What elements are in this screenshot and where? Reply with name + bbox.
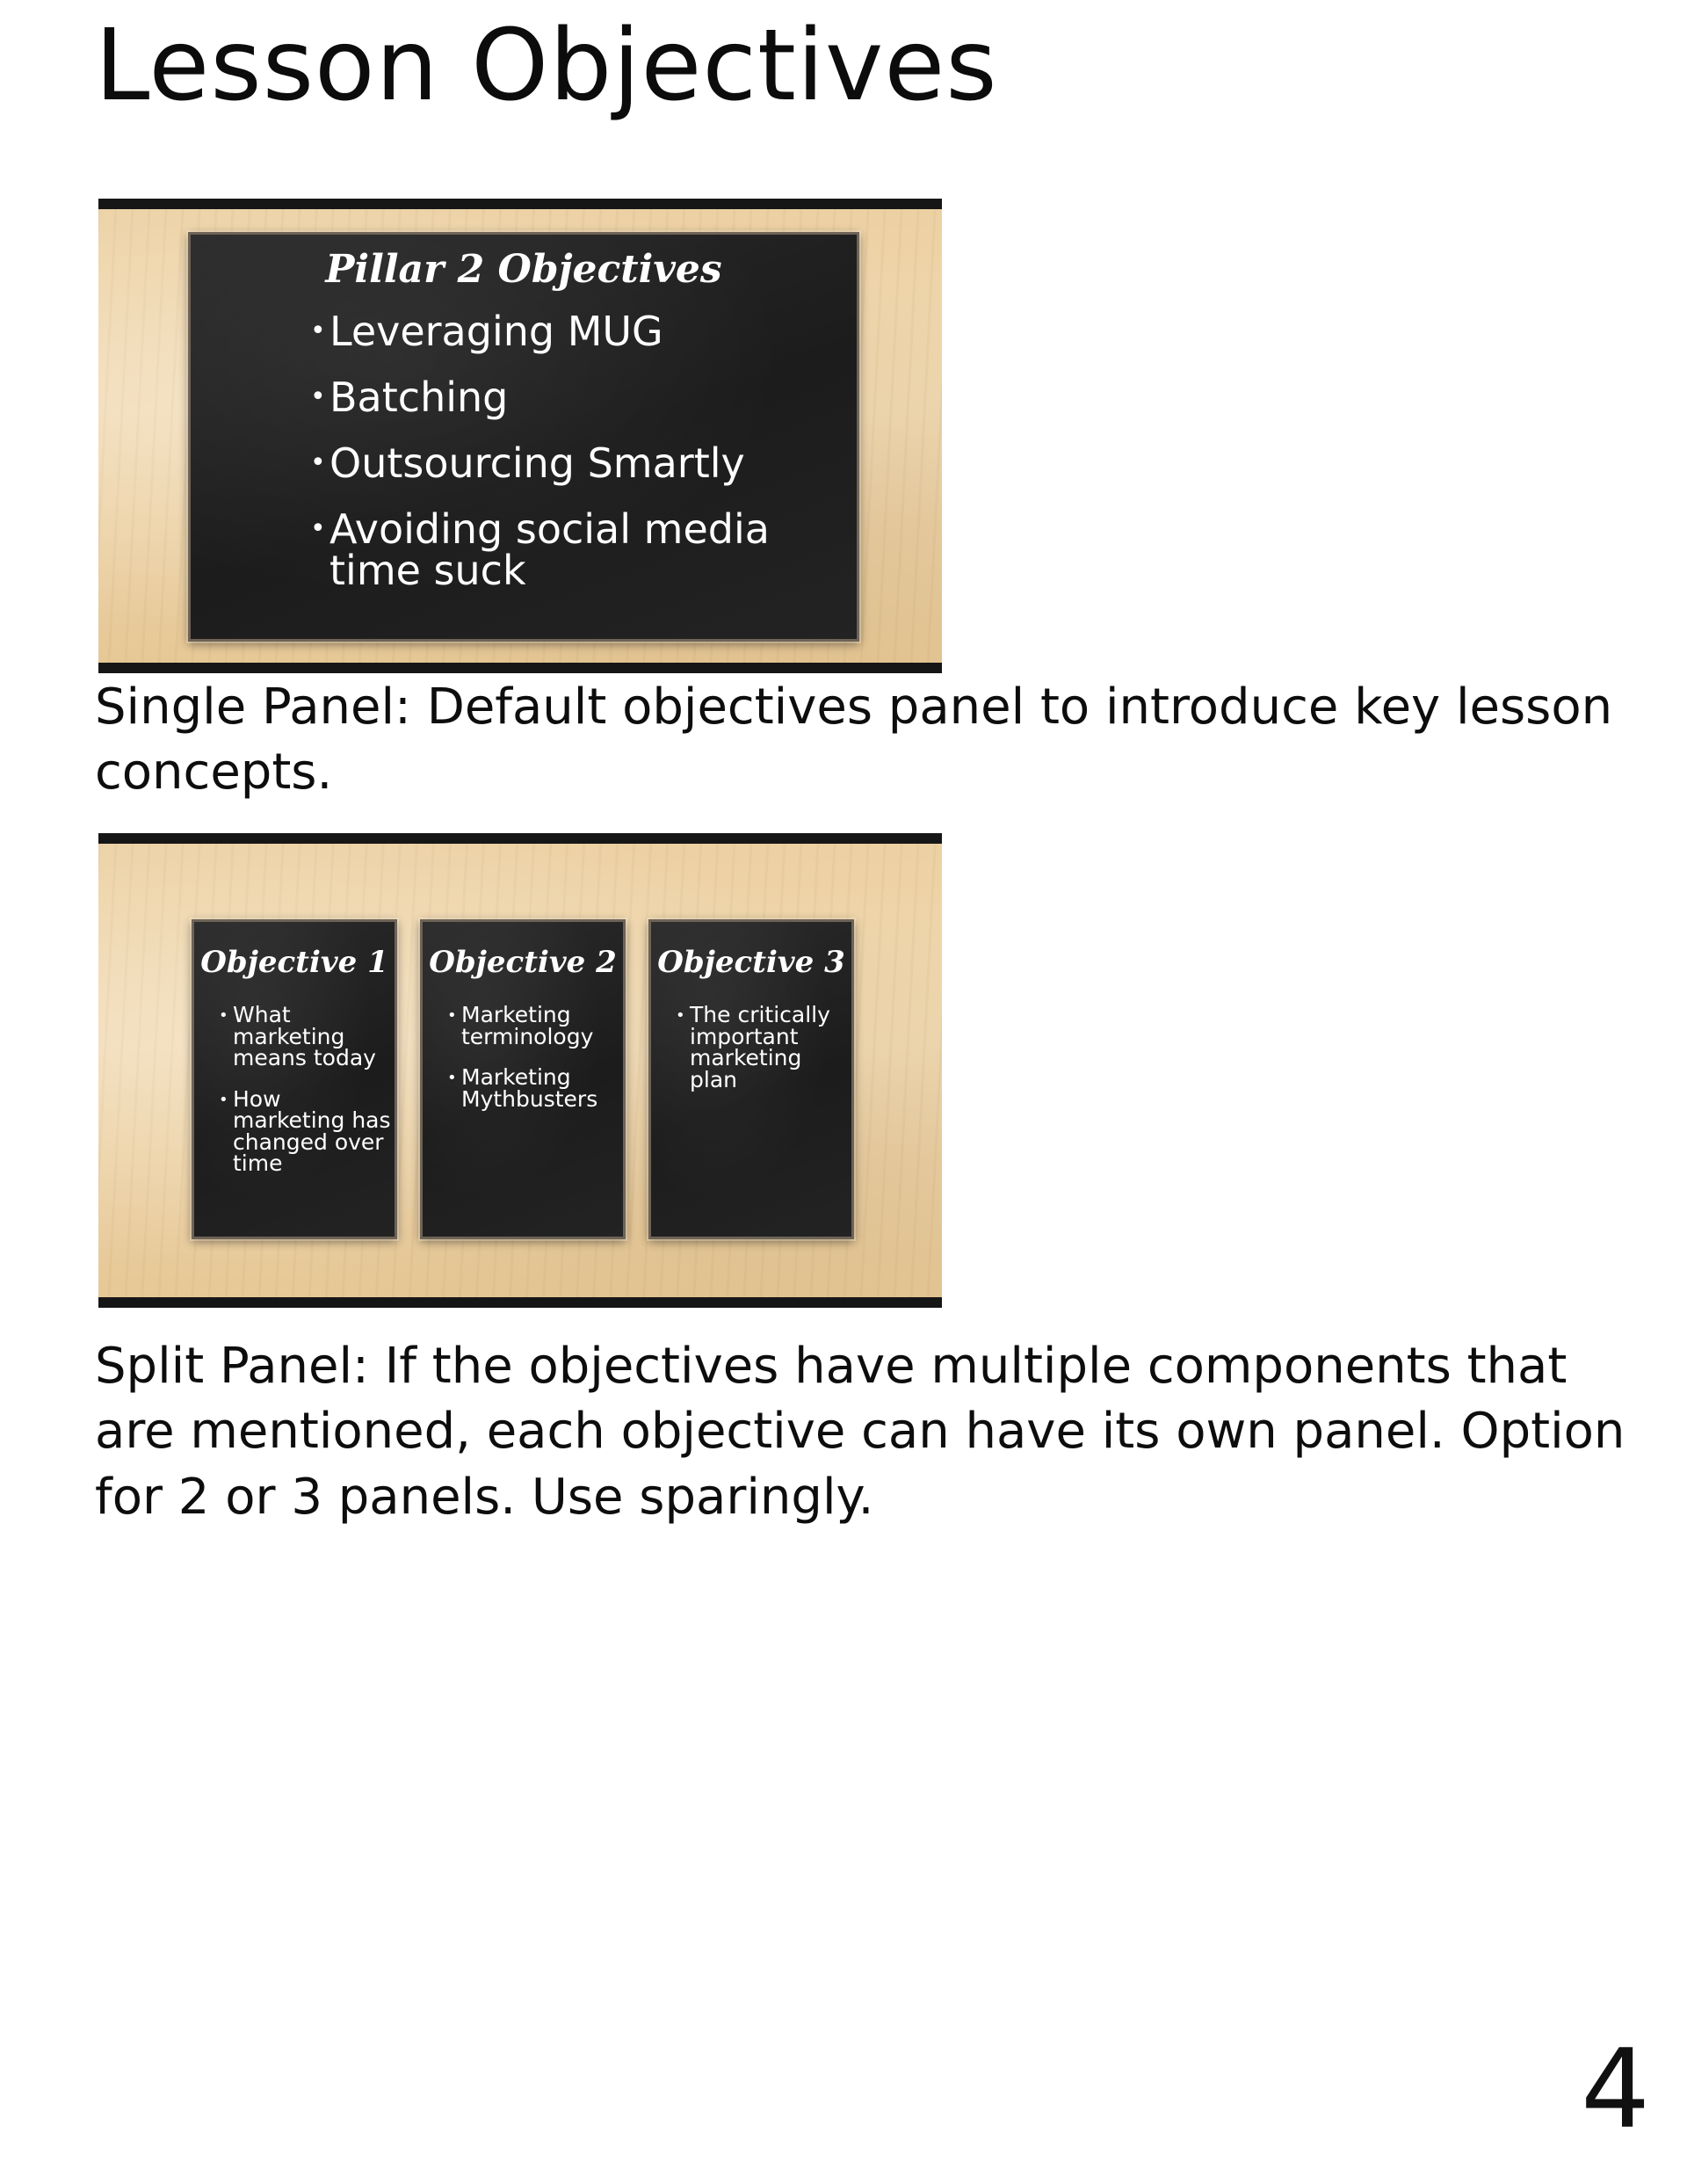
objectives-list <box>219 1002 395 1176</box>
objectives-list <box>447 1002 623 1112</box>
single-panel-caption: Single Panel: Default objectives panel to introduce key lesson concepts. <box>95 678 1613 802</box>
list-item: • What marketing means today <box>219 1005 395 1070</box>
panel-heading: Objective 2 <box>429 945 617 980</box>
chalkboard-panel-objective-1 <box>192 919 397 1239</box>
chalkboard-panel-objective-3 <box>648 919 854 1239</box>
single-panel-slide <box>98 199 942 673</box>
list-item: • Leveraging MUG <box>310 311 795 352</box>
panel-heading: Objective 3 <box>657 945 845 980</box>
list-item: • How marketing has changed over time <box>219 1089 395 1175</box>
chalkboard-panel <box>188 232 859 642</box>
list-item: • Batching <box>310 377 795 418</box>
page-title: Lesson Objectives <box>95 9 998 123</box>
objectives-list <box>310 308 857 594</box>
split-panel-caption: Split Panel: If the objectives have multiple components that are mentioned, each objective can have its own panel. Option for 2 or 3 panels. Use sparingly. <box>95 1338 1625 1526</box>
panel-heading: Pillar 2 Objectives <box>325 247 722 292</box>
list-item: • Avoiding social media time suck <box>310 509 795 591</box>
list-item: • Marketing Mythbusters <box>447 1067 623 1110</box>
page-number: 4 <box>1581 2027 1650 2153</box>
chalkboard-panel-objective-2 <box>420 919 626 1239</box>
panel-heading: Objective 1 <box>200 945 388 980</box>
list-item: • Outsourcing Smartly <box>310 443 795 484</box>
list-item: • The critically important marketing plan <box>676 1005 851 1091</box>
list-item: • Marketing terminology <box>447 1005 623 1048</box>
split-panel-slide <box>98 833 942 1308</box>
objectives-list <box>676 1002 851 1092</box>
